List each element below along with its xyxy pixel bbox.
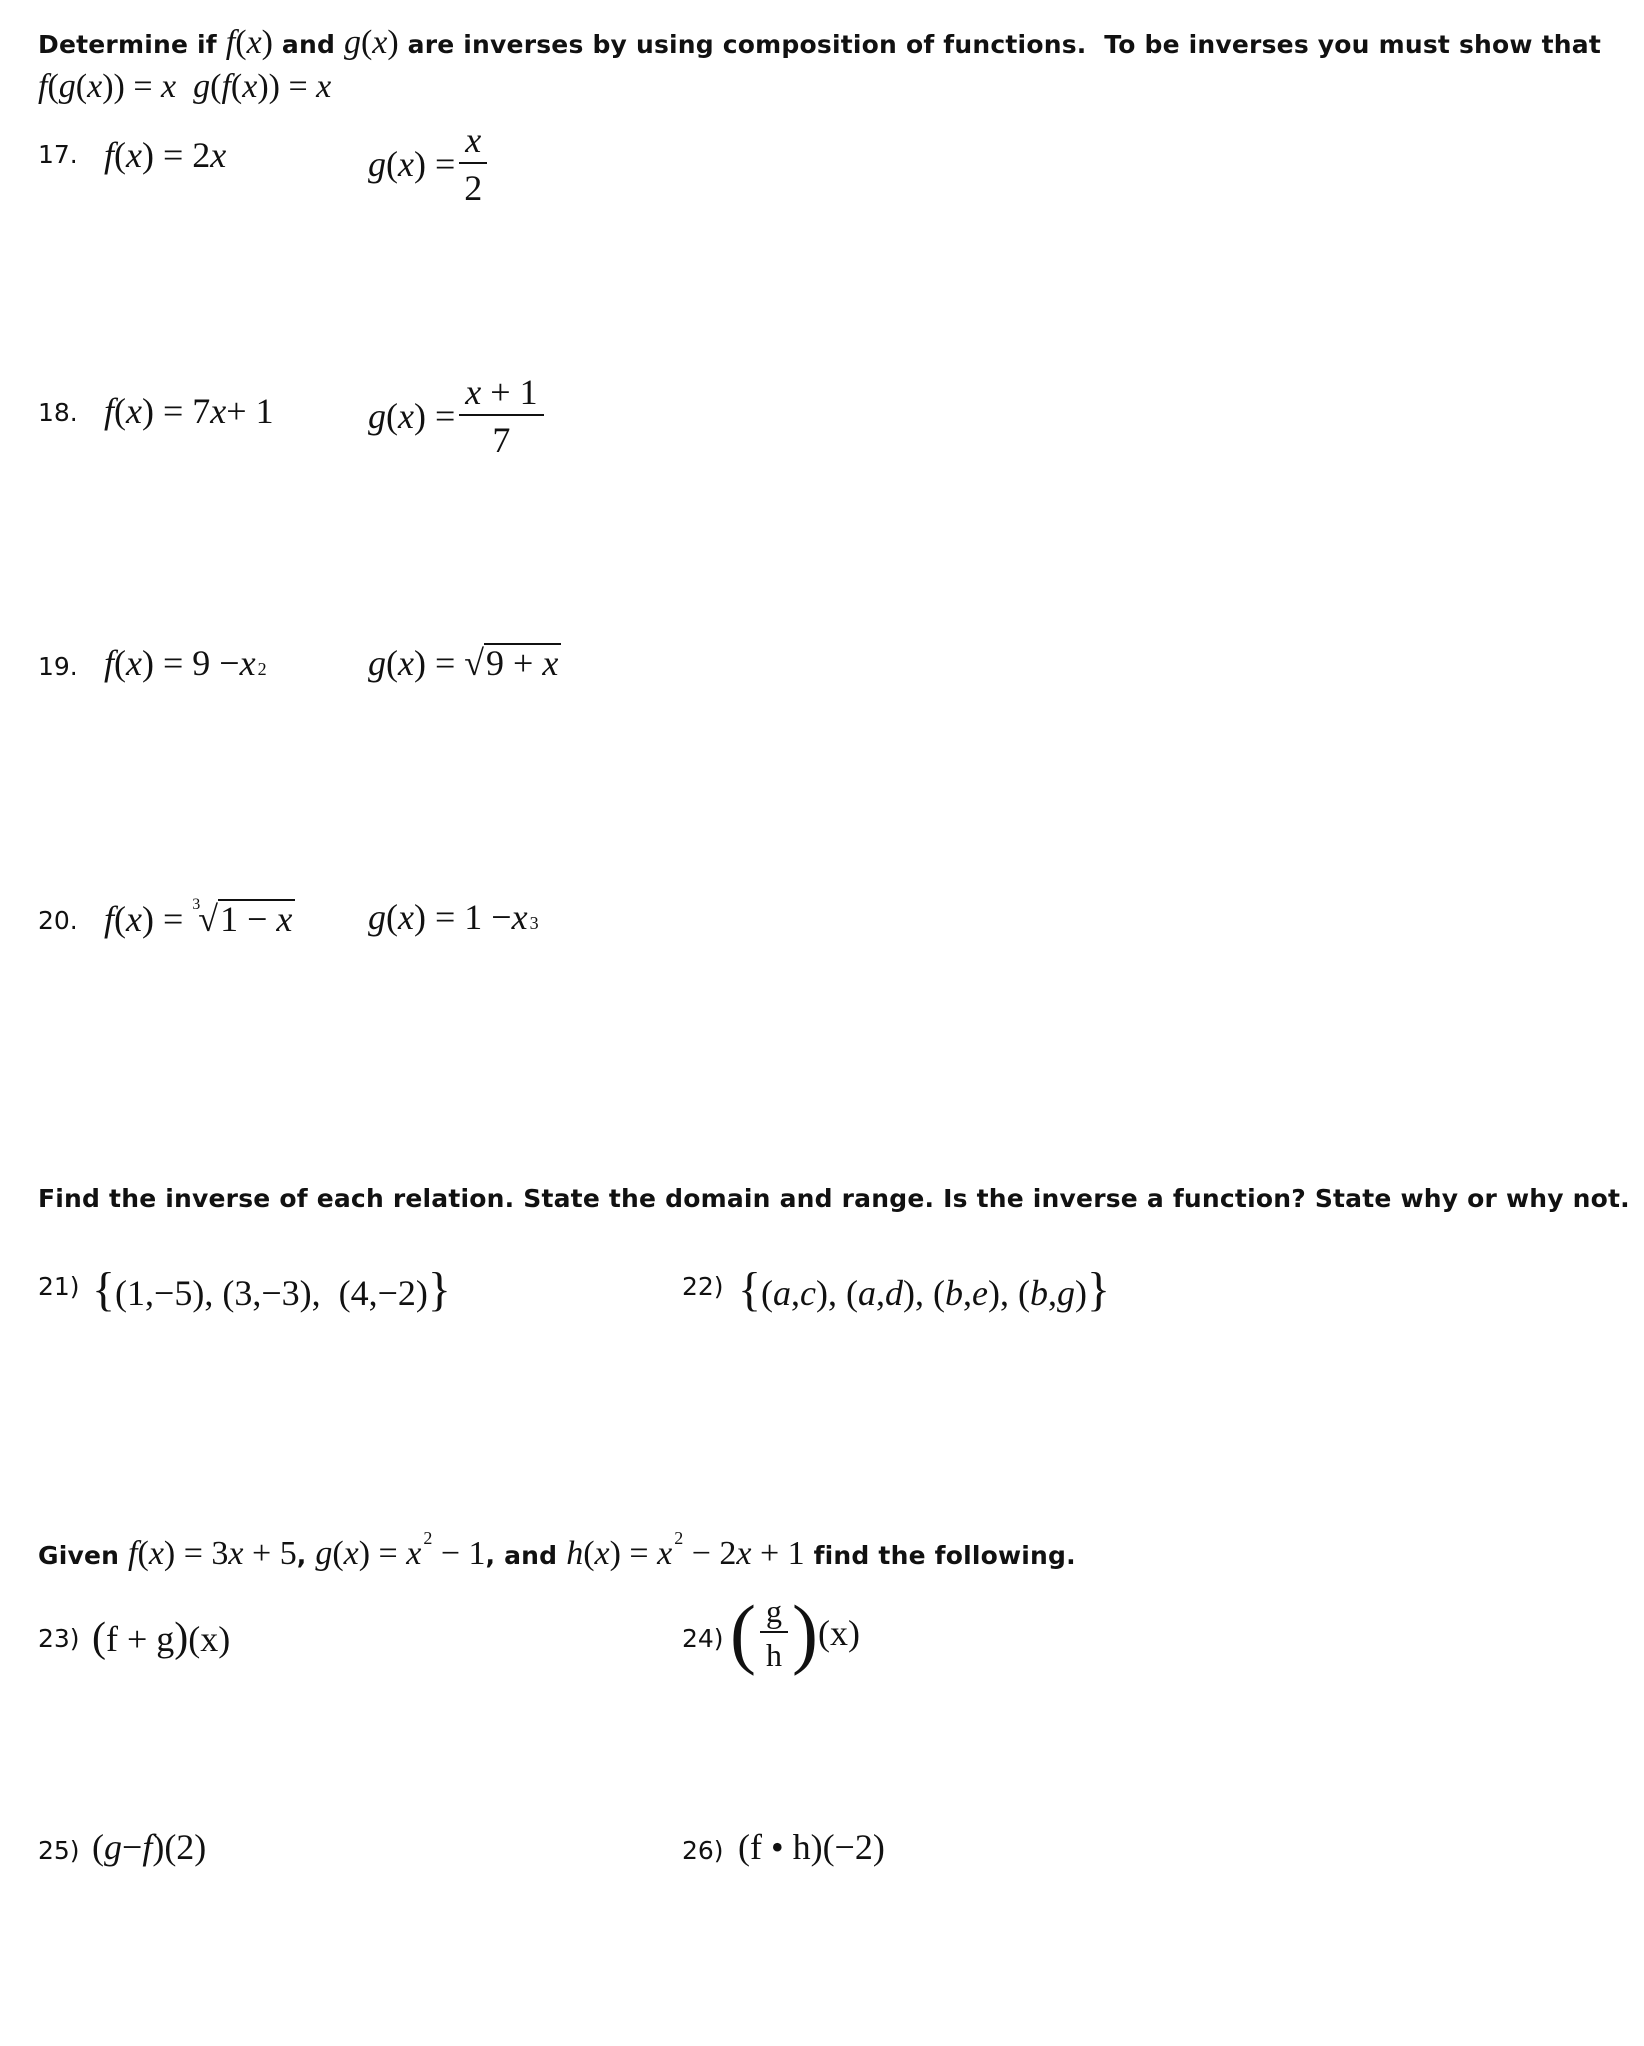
problem-18-g: g(x) = $\frac{x + 1}{7}$ xyxy=(368,374,548,458)
problem-number: 19. xyxy=(38,652,78,681)
problem-26 xyxy=(682,1836,724,1865)
problem-number: 22) xyxy=(682,1272,724,1301)
problem-26-expression: (f • h)(−2) xyxy=(738,1827,885,1867)
problem-number: 20. xyxy=(38,906,78,935)
section1-instruction: Determine if f(x) and g(x) are inverses by using composition of functions. To be inverses you must show that xyxy=(38,24,1601,61)
problem-19 xyxy=(38,652,78,681)
problem-17-g: g(x) = $\frac{x}{2}$ xyxy=(368,122,491,206)
problem-22 xyxy=(682,1272,724,1301)
problem-18 xyxy=(38,398,78,427)
problem-21 xyxy=(38,1272,80,1301)
problem-18-f: f ( x ) = 7 x + 1 xyxy=(104,391,274,431)
problem-20-f: f(x) = $^3$√1 − x xyxy=(104,896,295,940)
problem-17-f: f ( x ) = 2 x xyxy=(104,135,227,175)
section3-instruction: Given f(x) = 3x + 5 , g(x) = x $^2$ − 1 , and h(x) = x $^2$ − 2x + 1 find the following. xyxy=(38,1528,1076,1572)
problem-20 xyxy=(38,906,78,935)
problem-number: 17. xyxy=(38,140,78,169)
section2-instruction: Find the inverse of each relation. State the domain and range. Is the inverse a function? State why or why not. xyxy=(38,1184,1630,1213)
problem-23 xyxy=(38,1624,80,1653)
problem-23-expression: ( f + g ) (x) xyxy=(92,1615,231,1661)
problem-19-f: f ( x ) = 9 − x 2 xyxy=(104,643,267,683)
problem-number: 23) xyxy=(38,1624,80,1653)
problem-number: 24) xyxy=(682,1624,724,1653)
problem-24 xyxy=(682,1624,724,1653)
problem-22-relation: { ( a , c ), ( a , d ), ( b , e ), ( b , g ) } xyxy=(738,1263,1111,1316)
problem-24-expression: ( $\frac{g}{h}$ ) (x) xyxy=(730,1589,860,1676)
problem-25 xyxy=(38,1836,80,1865)
problem-21-relation: { (1,−5), (3,−3), (4,−2) } xyxy=(92,1263,451,1316)
problem-20-g: g ( x ) = 1 − x 3 xyxy=(368,897,539,937)
problem-number: 25) xyxy=(38,1836,80,1865)
problem-number: 21) xyxy=(38,1272,80,1301)
problem-19-g: g(x) = √9 + x xyxy=(368,642,561,684)
problem-number: 26) xyxy=(682,1836,724,1865)
problem-25-expression: ( g − f )(2) xyxy=(92,1827,207,1867)
problem-17 xyxy=(38,140,78,169)
problem-number: 18. xyxy=(38,398,78,427)
inverse-condition: f(g(x)) = x g(f(x)) = x xyxy=(38,68,332,105)
